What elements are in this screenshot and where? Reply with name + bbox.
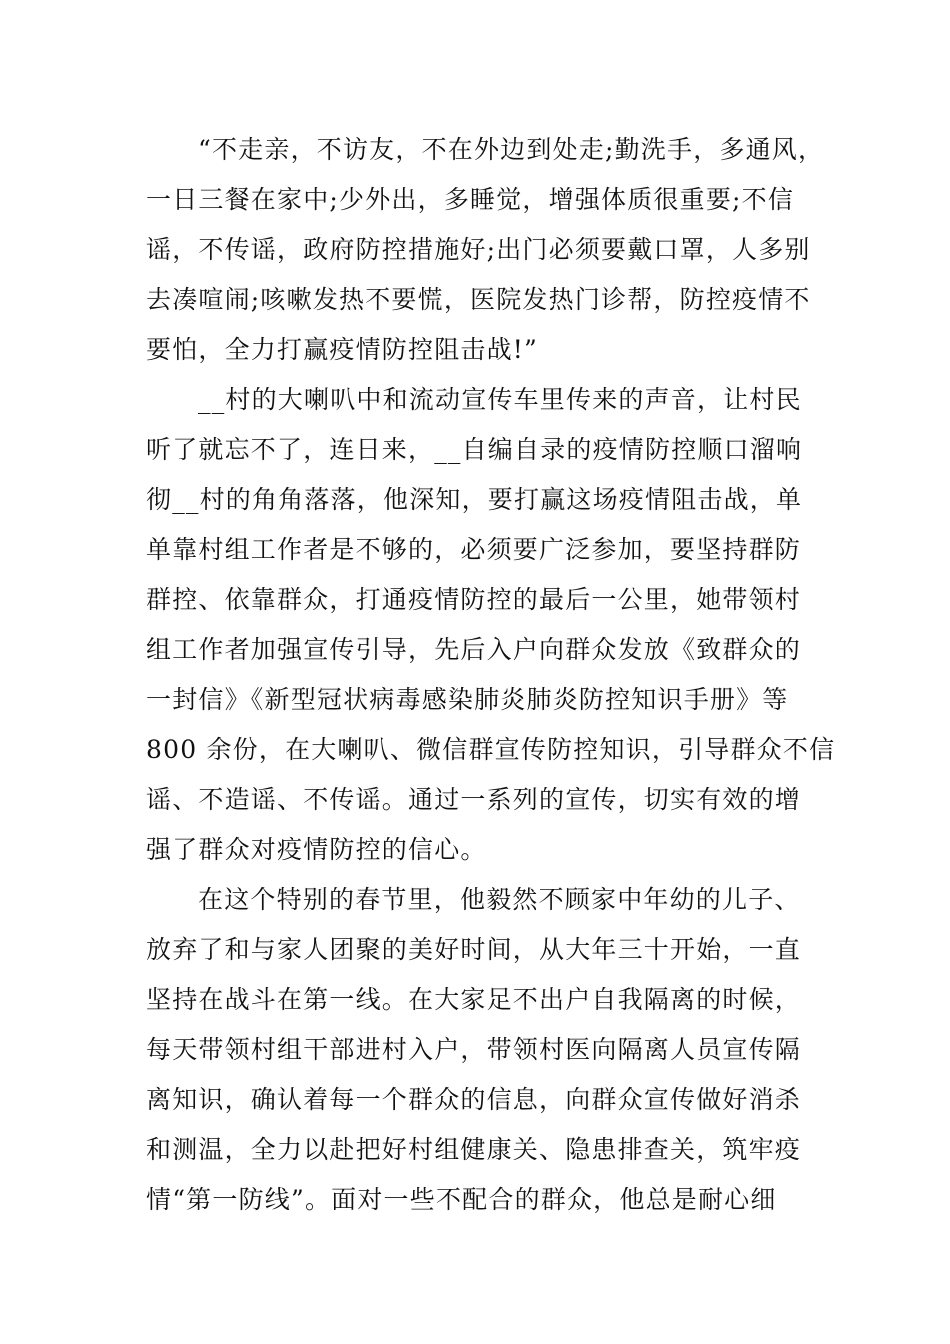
paragraph-line: 800 余份，在大喇叭、微信群宣传防控知识，引导群众不信 (146, 735, 836, 764)
paragraph-line: 听了就忘不了，连日来，__自编自录的疫情防控顺口溜响 (146, 435, 803, 464)
paragraph-line: 放弃了和与家人团聚的美好时间，从大年三十开始，一直 (146, 935, 802, 964)
paragraph-line: 群控、依靠群众，打通疫情防控的最后一公里，她带领村 (146, 585, 802, 614)
paragraph-line: 彻__村的角角落落，他深知，要打赢这场疫情阻击战，单 (146, 485, 803, 514)
paragraph-line: 谣、不造谣、不传谣。通过一系列的宣传，切实有效的增 (146, 785, 802, 814)
paragraph-line: 单靠村组工作者是不够的，必须要广泛参加，要坚持群防 (146, 535, 802, 564)
paragraph-line: 一封信》《新型冠状病毒感染肺炎肺炎防控知识手册》等 (146, 685, 789, 714)
paragraph-line: 离知识，确认着每一个群众的信息，向群众宣传做好消杀 (146, 1085, 802, 1114)
paragraph-line: “不走亲，不访友，不在外边到处走;勤洗手，多通风， (198, 135, 825, 164)
paragraph-line: 谣，不传谣，政府防控措施好;出门必须要戴口罩，人多别 (146, 235, 811, 264)
paragraph-line: 每天带领村组干部进村入户，带领村医向隔离人员宣传隔 (146, 1035, 802, 1064)
paragraph-line: 在这个特别的春节里，他毅然不顾家中年幼的儿子、 (198, 885, 801, 914)
paragraph-line: 强了群众对疫情防控的信心。 (146, 835, 487, 864)
document-body (146, 125, 836, 1225)
paragraph-line: 和测温，全力以赴把好村组健康关、隐患排查关，筑牢疫 (146, 1135, 802, 1164)
paragraph-line: 坚持在战斗在第一线。在大家足不出户自我隔离的时候， (146, 985, 802, 1014)
paragraph-1 (146, 125, 825, 375)
paragraph-line: __村的大喇叭中和流动宣传车里传来的声音，让村民 (198, 385, 802, 414)
paragraph-2 (146, 375, 836, 875)
paragraph-line: 组工作者加强宣传引导，先后入户向群众发放《致群众的 (146, 635, 802, 664)
paragraph-line: 一日三餐在家中;少外出，多睡觉，增强体质很重要;不信 (146, 185, 795, 214)
paragraph-line: 情“第一防线”。面对一些不配合的群众，他总是耐心细 (146, 1185, 777, 1214)
paragraph-line: 去凑喧闹;咳嗽发热不要慌，医院发热门诊帮，防控疫情不 (146, 285, 811, 314)
paragraph-line: 要怕，全力打赢疫情防控阻击战!” (146, 335, 539, 364)
paragraph-3 (146, 875, 816, 1225)
